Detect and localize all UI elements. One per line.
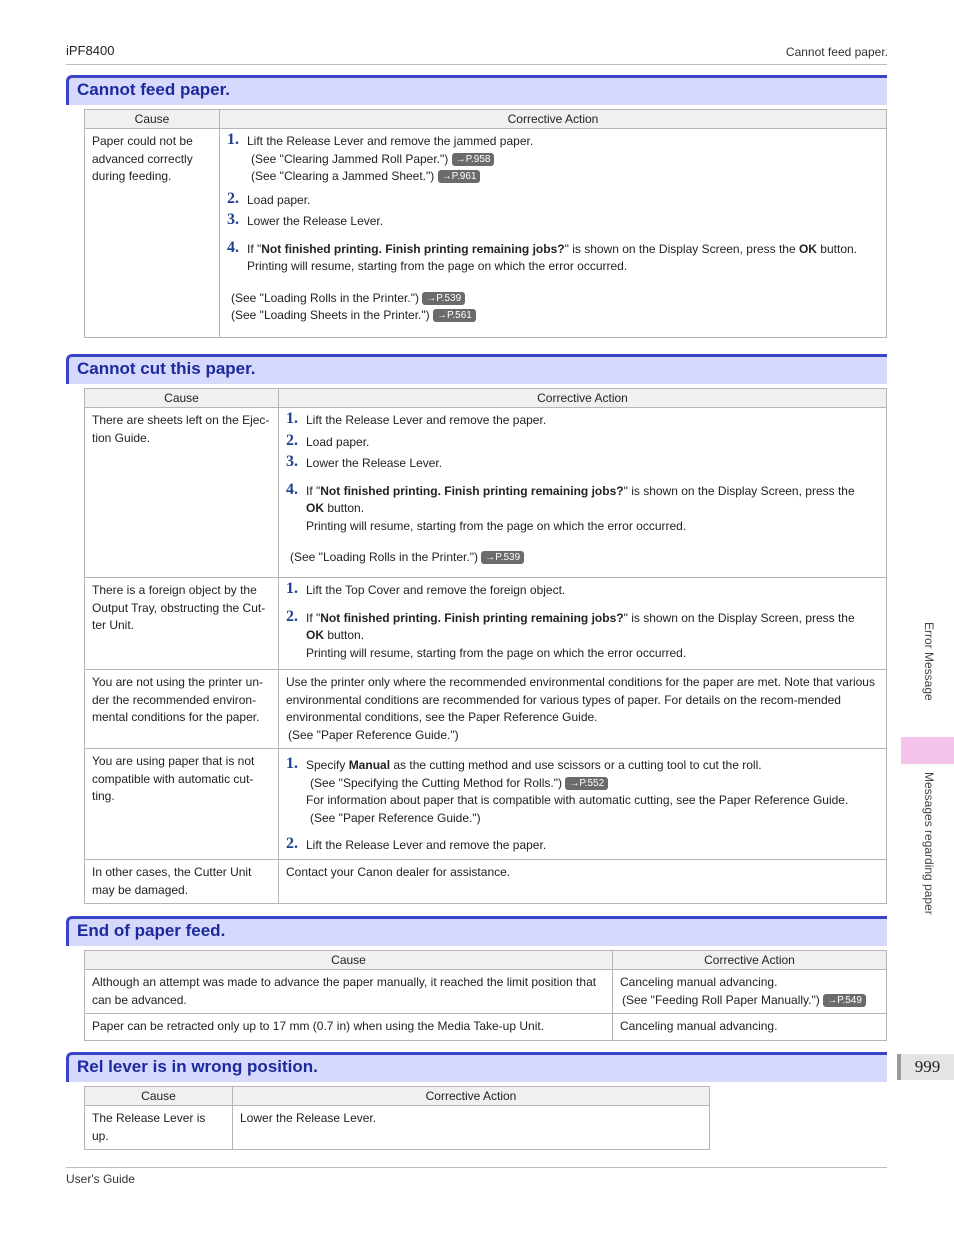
cause-cell: There is a foreign object by the Output Tray, obstructing the Cut-ter Unit. — [85, 578, 279, 670]
cause-cell: You are using paper that is not compatible with automatic cut-ting. — [85, 749, 279, 860]
side-tab-paper-messages[interactable]: Messages regarding paper — [922, 772, 936, 915]
page-link[interactable]: →P.958 — [452, 153, 495, 166]
reference: (See "Feeding Roll Paper Manually.") →P.549 — [620, 992, 879, 1010]
step: 2. Load paper. — [227, 189, 311, 207]
reference: (See "Clearing a Jammed Sheet.") →P.961 — [227, 168, 879, 186]
col-action: Corrective Action — [220, 110, 887, 129]
page-link[interactable]: →P.549 — [823, 994, 866, 1007]
page-link[interactable]: →P.539 — [481, 551, 524, 564]
step: 1. Lift the Top Cover and remove the foreign object. — [286, 580, 566, 597]
action-cell — [220, 129, 887, 338]
action-cell: Contact your Canon dealer for assistance. — [279, 860, 887, 904]
action-cell: Lower the Release Lever. — [233, 1106, 710, 1150]
section-title: Cannot feed paper. — [66, 75, 887, 105]
cause-cell: Paper could not be advanced correctly during feeding. — [85, 129, 220, 338]
cause-cell: You are not using the printer un-der the recommended environ-mental conditions for the paper. — [85, 670, 279, 749]
section-title: Rel lever is in wrong position. — [66, 1052, 887, 1082]
table-row — [85, 578, 887, 670]
cause-action-table — [84, 1086, 710, 1150]
section-cannot-cut — [66, 354, 887, 904]
side-tab-error-message[interactable]: Error Message — [922, 622, 936, 701]
step: 2. If "Not finished printing. Finish printing remaining jobs?" is shown on the Display Screen, press the OK button. Printing will resume, starting from the page on which the error occurred. — [286, 607, 855, 660]
section-title: End of paper feed. — [66, 916, 887, 946]
section-end-of-feed — [66, 916, 887, 1041]
table-row — [85, 1014, 887, 1041]
footer-rule — [66, 1167, 887, 1168]
step: 1. Lift the Release Lever and remove the paper. — [286, 410, 547, 427]
section-title: Cannot cut this paper. — [66, 354, 887, 384]
table-row — [85, 749, 887, 860]
cause-cell: Paper can be retracted only up to 17 mm (0.7 in) when using the Media Take-up Unit. — [85, 1014, 613, 1041]
section-cannot-feed — [66, 75, 887, 338]
side-tab-marker — [901, 737, 954, 764]
step: 1. Lift the Release Lever and remove the jammed paper. — [227, 131, 534, 148]
footer-guide: User's Guide — [66, 1172, 135, 1186]
page-link[interactable]: →P.539 — [422, 292, 465, 305]
table-row — [85, 129, 887, 338]
cause-cell: In other cases, the Cutter Unit may be damaged. — [85, 860, 279, 904]
header-rule — [66, 64, 887, 65]
reference: (See "Loading Rolls in the Printer.") →P.539 — [227, 290, 879, 308]
col-action: Corrective Action — [613, 951, 887, 970]
reference: (See "Specifying the Cutting Method for Rolls.") →P.552 — [286, 775, 879, 793]
table-row — [85, 408, 887, 578]
step: 2. Load paper. — [286, 431, 370, 449]
col-cause: Cause — [85, 389, 279, 408]
col-action: Corrective Action — [279, 389, 887, 408]
col-cause: Cause — [85, 951, 613, 970]
reference: (See "Clearing Jammed Roll Paper.") →P.958 — [227, 151, 879, 169]
cause-action-table — [84, 388, 887, 904]
cause-action-table — [84, 950, 887, 1041]
table-row — [85, 670, 887, 749]
table-row — [85, 860, 887, 904]
action-cell: 1. Specify Manual as the cutting method and use scissors or a cutting tool to cut the roll. (See "Specifying the Cutting Method for Rolls.") →P.552 For information about paper that is compatible with automatic cutting, see the Paper Reference Guide. (See "Paper Reference Guide.") 2. Lift the Release Lever and remove the paper. — [279, 749, 887, 860]
col-cause: Cause — [85, 110, 220, 129]
step: 2. Lift the Release Lever and remove the paper. — [286, 835, 547, 852]
cause-cell: There are sheets left on the Ejec-tion Guide. — [85, 408, 279, 578]
cause-cell: Although an attempt was made to advance the paper manually, it reached the limit position that can be advanced. — [85, 970, 613, 1014]
action-cell — [279, 578, 887, 670]
header-model: iPF8400 — [66, 43, 115, 58]
cause-cell: The Release Lever is up. — [85, 1106, 233, 1150]
action-cell: Canceling manual advancing. (See "Feeding Roll Paper Manually.") →P.549 — [613, 970, 887, 1014]
page-link[interactable]: →P.552 — [565, 777, 608, 790]
page-number: 999 — [897, 1054, 954, 1080]
step: 1. Specify Manual as the cutting method and use scissors or a cutting tool to cut the roll. — [286, 755, 762, 772]
action-cell: Use the printer only where the recommended environmental conditions for the paper are met. Note that various environmental conditions are recommended for various types of paper. For details on the recom-mended environmental conditions, see the Paper Reference Guide. (See "Paper Reference Guide.") — [279, 670, 887, 749]
table-row — [85, 1106, 710, 1150]
col-action: Corrective Action — [233, 1087, 710, 1106]
header-topic: Cannot feed paper. — [785, 45, 888, 59]
page-link[interactable]: →P.561 — [433, 309, 476, 322]
page-link[interactable]: →P.961 — [438, 170, 481, 183]
section-rel-lever — [66, 1052, 887, 1150]
action-cell — [279, 408, 887, 578]
step: 3. Lower the Release Lever. — [227, 211, 384, 228]
action-cell: Canceling manual advancing. — [613, 1014, 887, 1041]
col-cause: Cause — [85, 1087, 233, 1106]
reference: (See "Loading Sheets in the Printer.") →P.561 — [227, 307, 879, 325]
step: 3. Lower the Release Lever. — [286, 453, 443, 470]
table-row — [85, 970, 887, 1014]
step: 4. If "Not finished printing. Finish printing remaining jobs?" is shown on the Display Screen, press the OK button. Printing will resume, starting from the page on which the error occurred. — [227, 238, 857, 273]
step: 4. If "Not finished printing. Finish printing remaining jobs?" is shown on the Display Screen, press the OK button. Printing will resume, starting from the page on which the error occurred. — [286, 480, 855, 533]
cause-action-table — [84, 109, 887, 338]
reference: (See "Loading Rolls in the Printer.") →P.539 — [286, 549, 879, 567]
